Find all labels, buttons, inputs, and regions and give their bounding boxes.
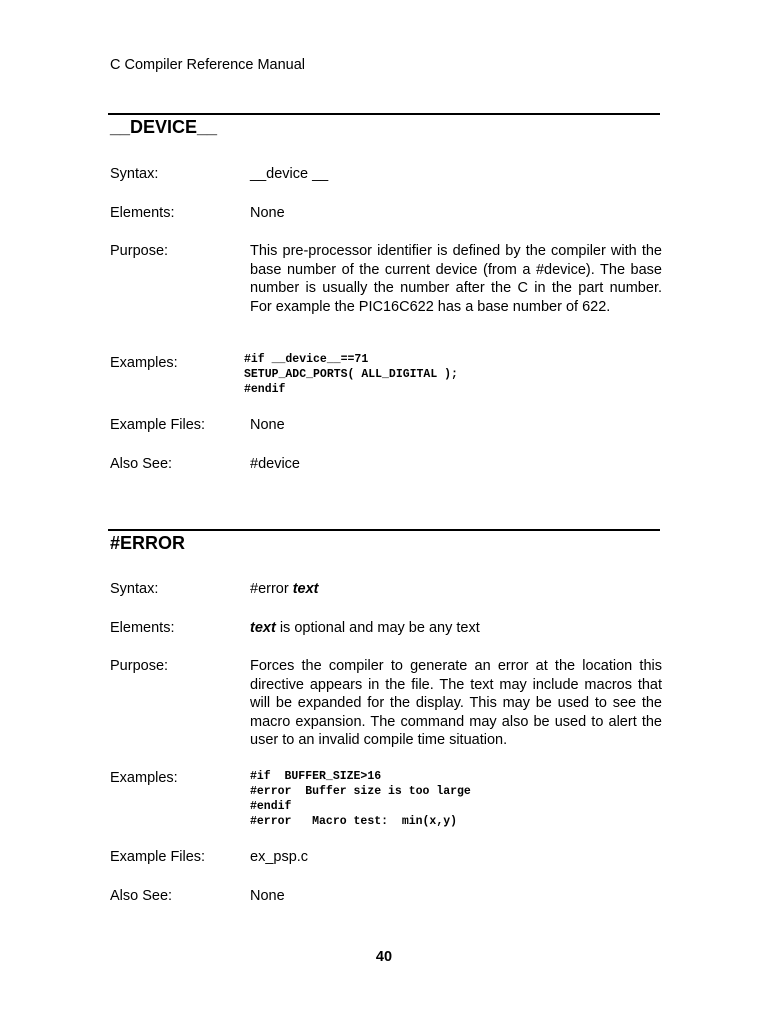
code-line: SETUP_ADC_PORTS( ALL_DIGITAL ); <box>244 368 458 381</box>
example-files-value: None <box>250 417 285 433</box>
also-see-label: Also See: <box>110 456 173 472</box>
elements-value <box>250 619 480 638</box>
examples-label: Examples: <box>110 770 178 786</box>
code-line: #error Macro test: min(x,y) <box>250 815 458 828</box>
section-title-error: #ERROR <box>110 533 186 553</box>
code-line: #error Buffer size is too large <box>250 785 471 798</box>
purpose-label: Purpose: <box>110 658 169 674</box>
code-line: #if BUFFER_SIZE>16 <box>250 770 382 783</box>
section-divider <box>108 113 660 115</box>
syntax-param: text <box>292 581 319 597</box>
elements-description: is optional and may be any text <box>275 620 480 636</box>
syntax-label: Syntax: <box>110 581 159 597</box>
syntax-label: Syntax: <box>110 166 159 182</box>
section-title-device: __DEVICE__ <box>110 117 218 137</box>
purpose-text: This pre-processor identifier is defined by the compiler with the base number of the current device (from a #device). The base number is usually the number after the C in the part number. For example the PIC16C622 has a base number of 622. <box>250 243 662 315</box>
running-header: C Compiler Reference Manual <box>110 57 306 73</box>
elements-label: Elements: <box>110 620 175 636</box>
purpose-text: Forces the compiler to generate an error at the location this directive appears in the file. The text may include macros that will be expanded for the display. This may be used to see the macro expansion. The command may also be used to alert the user to an invalid compile time situation. <box>250 658 662 748</box>
elements-value: None <box>250 205 285 221</box>
elements-label: Elements: <box>110 205 175 221</box>
code-example <box>250 769 471 829</box>
elements-param: text <box>250 620 276 636</box>
example-files-value: ex_psp.c <box>250 849 309 865</box>
syntax-value <box>250 580 319 599</box>
code-line: #if __device__==71 <box>244 353 369 366</box>
code-line: #endif <box>244 383 286 396</box>
code-line: #endif <box>250 800 292 813</box>
page-number: 40 <box>375 949 393 965</box>
example-files-label: Example Files: <box>110 417 206 433</box>
also-see-label: Also See: <box>110 888 173 904</box>
syntax-directive: #error <box>250 581 289 597</box>
also-see-value: None <box>250 888 285 904</box>
examples-label: Examples: <box>110 355 178 371</box>
code-example <box>244 352 458 397</box>
also-see-value: #device <box>250 456 300 472</box>
syntax-value: __device __ <box>250 166 329 182</box>
example-files-label: Example Files: <box>110 849 206 865</box>
purpose-label: Purpose: <box>110 243 169 259</box>
section-divider <box>108 529 660 531</box>
